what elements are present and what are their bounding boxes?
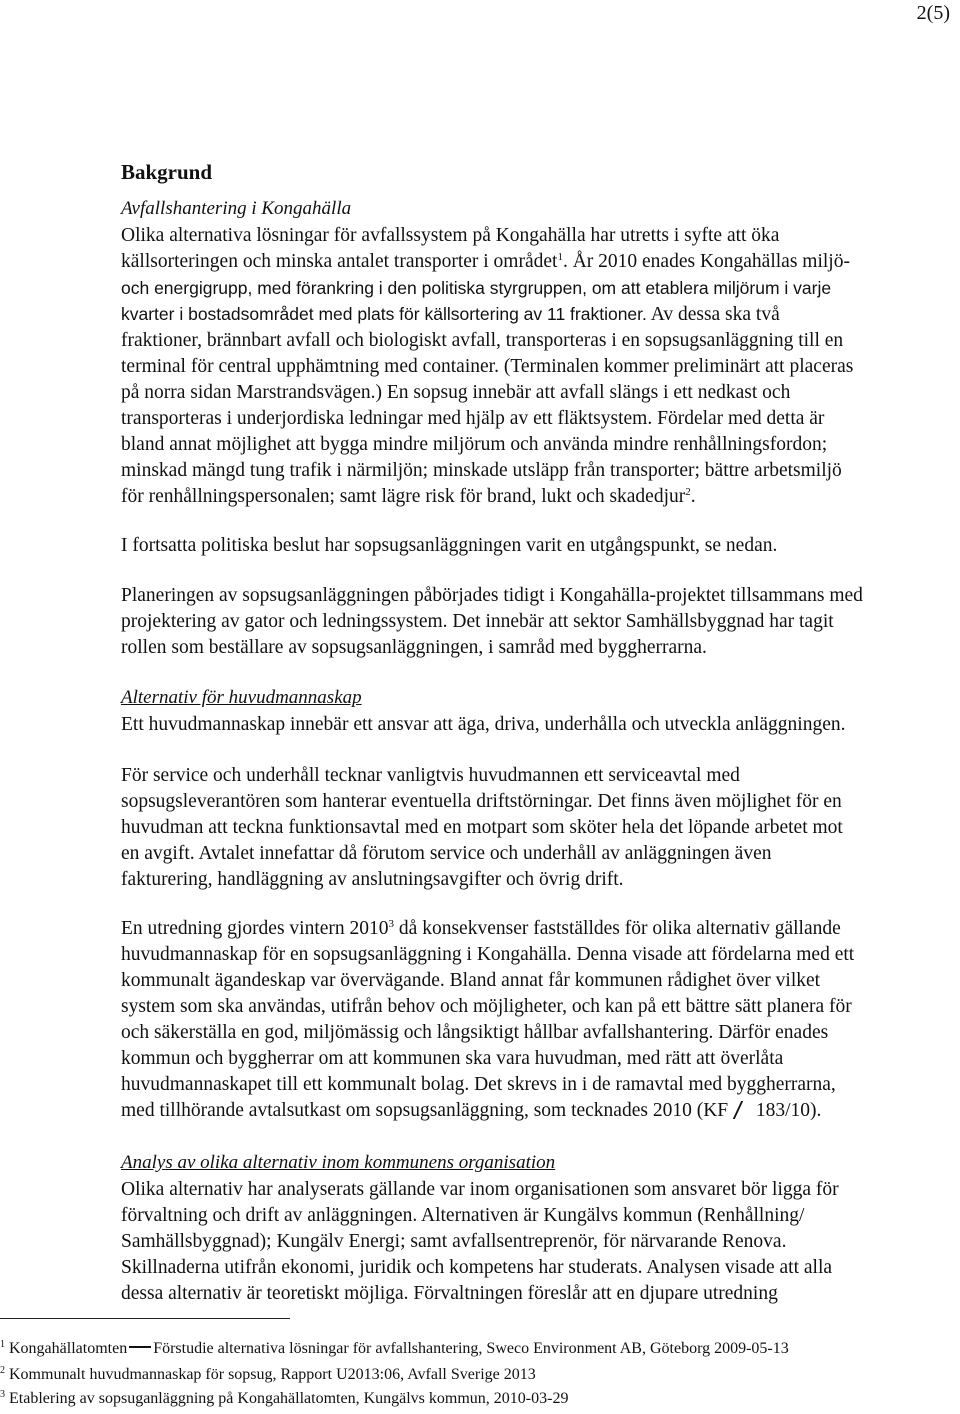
footnote-divider [0, 1318, 290, 1319]
subheading-analys: Analys av olika alternativ inom kommunens organisation [121, 1152, 556, 1173]
footnote-ref: 2 [685, 486, 691, 498]
text-line: Skillnaderna utifrån ekonomi, juridik och kompetens har studerats. Analysen visade att alla [121, 1257, 833, 1278]
text-line: fraktioner, brännbart avfall och biologiskt avfall, transporteras i en sopsugsanläggning till en [121, 330, 844, 351]
text-line: system som ska användas, utifrån behov och möjligheter, och kan på ett bättre sätt planera för [121, 996, 852, 1017]
subheading-avfallshantering: Avfallshantering i Kongahälla [121, 198, 352, 219]
footnote-ref: 1 [557, 251, 563, 263]
text-line: För service och underhåll tecknar vanligtvis huvudmannen ett serviceavtal med [121, 765, 740, 786]
footnote-ref: 3 [388, 918, 395, 930]
text-line: kommun och byggherrar om att kommunen ska vara huvudman, med rätt att överlåta [121, 1048, 784, 1069]
text-line: bland annat möjlighet att bygga mindre miljörum och använda mindre renhållningsfordon; [121, 434, 828, 455]
text-line: minskad mängd tung trafik i närmiljön; minskade utsläpp från transporter; bättre arbetsmiljö [121, 460, 842, 481]
text-line: Planeringen av sopsugsanläggningen påbörjades tidigt i Kongahälla-projektet tillsammans med [121, 585, 863, 606]
text-line: rollen som beställare av sopsugsanläggningen, i samråd med byggherrarna. [121, 637, 707, 658]
text-line: I fortsatta politiska beslut har sopsugsanläggningen varit en utgångspunkt, se nedan. [121, 535, 778, 556]
text-line: en avgift. Avtalet innefattar då förutom service och underhåll av anläggningen även [121, 843, 772, 864]
section-heading: Bakgrund [121, 160, 213, 184]
text-line: källsorteringen och minska antalet transporter i området$^1$. År 2010 enades Kongahällas miljö- [121, 251, 850, 272]
text-line: Olika alternativ har analyserats gällande var inom organisationen som ansvaret bör ligga för [121, 1179, 839, 1200]
text-line: på norra sidan Marstrandsvägen.) En sopsug innebär att avfall slängs i ett nedkast och [121, 382, 791, 403]
paragraph-service [121, 763, 960, 893]
page-number: 2(5) [916, 2, 950, 24]
subheading-huvudmannaskap: Alternativ för huvudmannaskap [121, 687, 362, 708]
text-line: dessa alternativ är teoretiskt möjliga. Förvaltningen föreslår att en djupare utredning [121, 1283, 778, 1304]
text-line: kvarter i bostadsområdet med plats för källsortering av 11 fraktioner. Av dessa ska två [121, 304, 780, 325]
text-line: terminal för central upphämtning med container. (Terminalen kommer preliminärt att placeras [121, 356, 854, 377]
paragraph-political [121, 533, 960, 559]
text-line: sopsugsleverantören som hanterar eventuella driftstörningar. Det finns även möjlighet för en [121, 791, 842, 812]
text-line: för renhållningspersonalen; samt lägre risk för brand, lukt och skadedjur$^2$. [121, 486, 696, 507]
text-line: huvudmannaskapet till ett kommunalt bolag. Det skrevs in i de ramavtal med byggherrarna, [121, 1074, 836, 1095]
paragraph-intro [121, 712, 960, 738]
dash-icon [129, 1346, 151, 1348]
text-line: med tillhörande avtalsutkast om sopsugsanläggning, som tecknades 2010 (KF 183/10). [121, 1100, 822, 1121]
paragraph-study [121, 916, 960, 1124]
text-line: fakturering, handläggning av anslutningsavgifter och övrig drift. [121, 869, 624, 890]
text-line: huvudmannaskap för en sopsugsanläggning i Kongahälla. Denna visade att fördelarna med ett [121, 944, 855, 965]
footnote-1: $^1$ Kongahällatomten Förstudie alternativa lösningar för avfallshantering, Sweco Environment AB, Göteborg 2009-05-13 [0, 1339, 789, 1357]
paragraph-background [121, 223, 960, 510]
text-line: transporteras i underjordiska ledningar med hjälp av ett fläktsystem. Fördelar med detta är [121, 408, 825, 429]
text-line: och säkerställa en god, miljömässig och långsiktigt hållbar avfallshantering. Därför enades [121, 1022, 829, 1043]
text-line: En utredning gjordes vintern 2010$^3$ då konsekvenser fastställdes för olika alternativ gällande [121, 918, 841, 939]
paragraph-planning [121, 583, 960, 661]
text-line: huvudman att teckna funktionsavtal med en motpart som sköter hela det löpande arbetet mot [121, 817, 843, 838]
text-line: projektering av gator och ledningssystem. Det innebär att sektor Samhällsbyggnad har tagit [121, 611, 834, 632]
link-arrow-icon [735, 1101, 749, 1119]
text-line: förvaltning och drift av anläggningen. Alternativen är Kungälvs kommun (Renhållning/ [121, 1205, 805, 1226]
text-line: kommunalt ägandeskap var övervägande. Bland annat får kommunen rådighet över vilket [121, 970, 821, 991]
text-line: Samhällsbyggnad); Kungälv Energi; samt avfallsentreprenör, för närvarande Renova. [121, 1231, 787, 1252]
footnote-2: $^2$ Kommunalt huvudmannaskap för sopsug, Rapport U2013:06, Avfall Sverige 2013 [0, 1365, 536, 1383]
paragraph-analys [121, 1177, 960, 1307]
text-line: Olika alternativa lösningar för avfallssystem på Kongahälla har utretts i syfte att öka [121, 225, 780, 246]
footnote-3: $^3$ Etablering av sopsuganläggning på Kongahällatomten, Kungälvs kommun, 2010-03-29 [0, 1389, 569, 1407]
text-line: Ett huvudmannaskap innebär ett ansvar att äga, driva, underhålla och utveckla anläggningen. [121, 714, 846, 735]
text-line: och energigrupp, med förankring i den politiska styrgruppen, om att etablera miljörum i varje [121, 278, 832, 298]
